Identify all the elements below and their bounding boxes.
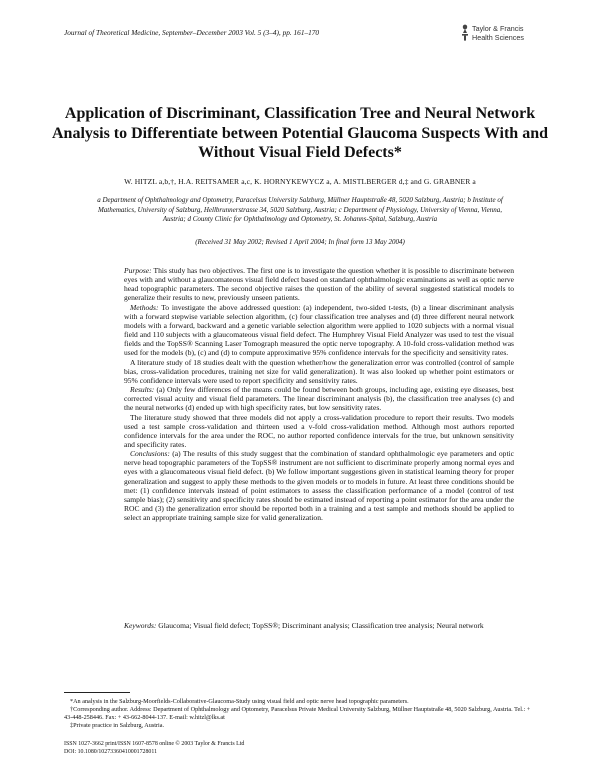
- issn-block: [64, 740, 464, 756]
- purpose-label: Purpose:: [124, 266, 152, 275]
- abstract-purpose: [124, 266, 514, 303]
- methods-text: To investigate the above addressed question: (a) independent, two-sided t-tests, (b) a linear discriminant analysis with a forward stepwise variable selection algorithm, (c) four classification tree analyses and (d) three different neural network models with a forward, backward and a genetic variable selection algorithm were applied to 1020 subjects with a normal visual field and 110 subjects with a glaucomateous visual field defect. The Humphrey Visual Field Analyzer was used to test the visual fields and the TopSS® Scanning Laser Tomograph measured the optic nerve topography. A 10-fold cross-validation method was used for the models (b), (c) and (d) to compute approximative 95% confidence intervals for the specificity and sensitivity rates.: [124, 302, 514, 358]
- issn-line: ISSN 1027-3662 print/ISSN 1607-8578 online © 2003 Taylor & Francis Ltd: [64, 741, 245, 747]
- footnote-star: *An analysis in the Salzburg-Moorfields-Collaborative-Glaucoma-Study using visual field and optic nerve head topographic parameters.: [70, 698, 409, 705]
- keywords-label: Keywords:: [124, 621, 157, 630]
- abstract-literature-results: The literature study showed that three models did not apply a cross-validation procedure to report their results. Two models used a test sample cross-validation and thirteen used a v-fold cross-validation method. Although most authors reported confidence intervals for the area under the ROC, no author reported confidence intervals for the true, but unknown sensitivity and specificity rates.: [124, 412, 514, 449]
- article-title: Application of Discriminant, Classification Tree and Neural Network Analysis to Differentiate between Potential Glaucoma Suspects With and Without Visual Field Defects*: [52, 105, 548, 161]
- results-label: Results:: [130, 385, 155, 395]
- journal-header: Journal of Theoretical Medicine, September–December 2003 Vol. 5 (3–4), pp. 161–170: [64, 28, 320, 37]
- abstract-results: [124, 385, 514, 412]
- publisher-name: Taylor & Francis: [472, 24, 524, 33]
- footnote-divider: [64, 692, 130, 693]
- affiliations: a Department of Ophthalmology and Optometry, Paracelsus University Salzburg, Müllner Hauptstraße 48, 5020 Salzburg, Austria; b Institute of Mathematics, University of Salzburg, Hellbrunnerstrasse 34, 5020 Salzburg, Austria; c Department of Physiology, University of Vienna, Vienna, Austria; d County Clinic for Ophthalmology and Optometry, St. Johanns-Spital, Salzburg, Austria: [97, 196, 503, 224]
- author-list: W. HITZL a,b,†, H.A. REITSAMER a,c, K. HORNYKEWYCZ a, A. MISTLBERGER d,‡ and G. GRABNER a: [124, 177, 476, 186]
- publisher-division: Health Sciences: [472, 33, 524, 42]
- results-text: (a) Only few differences of the means could be found between both groups, including age, existing eye diseases, best corrected visual acuity and visual field parameters. The linear discriminant analysis (b), the classification tree analyses (c) and the neural networks (d) ended up with high specificity rates, but low sensitivity rates.: [124, 385, 514, 413]
- abstract-conclusions: [124, 449, 514, 522]
- abstract-methods: [124, 303, 514, 358]
- purpose-text: This study has two objectives. The first one is to investigate the question whether it is possible to discriminate between eyes with and without a glaucomateous visual field defect based on standard ophthalmologic examinations as well as optic nerve head topographic parameters. The second objective raises the question of the ability of several suggested statistical models to generalize their results to new, previously unseen patients.: [124, 266, 514, 303]
- received-dates: (Received 31 May 2002; Revised 1 April 2004; In final form 13 May 2004): [195, 238, 405, 246]
- abstract-literature: A literature study of 18 studies dealt with the question whether/how the generalization error was controlled (control of sample bias, cross-validation procedures, training net size for valid generalization). It was also looked up whether point estimators or 95% confidence intervals were used to report specificity and sensitivity rates.: [124, 357, 514, 385]
- abstract: [124, 266, 514, 522]
- doi-line: DOI: 10.1080/10273360410001728011: [64, 749, 158, 755]
- footnote-corresponding: †Corresponding author. Address: Department of Ophthalmology and Optometry, Paracelsus Private Medical University Salzburg, Müllner Hauptstraße 48, 5020 Salzburg, Austria. Tel.: + 43-448-258446. Fax: + 43-662-8044-137. E-mail: w.hitzl@lks.at: [64, 706, 531, 721]
- taylor-francis-logo-icon: [460, 24, 470, 42]
- footnotes: [64, 698, 538, 730]
- conclusions-label: Conclusions:: [130, 449, 170, 459]
- publisher-brand: [460, 22, 580, 52]
- keywords-text: Glaucoma; Visual field defect; TopSS®; Discriminant analysis; Classification tree analysis; Neural network: [156, 621, 484, 630]
- keywords: [124, 621, 514, 631]
- footnote-private: ‡Private practice in Salzburg, Austria.: [70, 722, 165, 729]
- conclusions-text: (a) The results of this study suggest that the combination of standard ophthalmologic eye parameters and optic nerve head topographic parameters of the TopSS® instrument are not sufficient to discriminate properly among normal eyes and eyes with a glaucomateous visual field defect. (b) We follow important suggestions given in statistical learning theory for proper generalization and suggest to apply these methods to the given models or to models in future. At least three conditions should be met: (1) confidence intervals instead of point estimators to assess the classification performance of a model (control of test sample bias); (2) sensitivity and specificity rates should be estimated instead of reporting a point estimator for the area under the ROC and (3) the generalization error should be reported both in a training and a test sample and methods should be applied to select an appropriate training sample size for valid generalization.: [124, 449, 514, 523]
- methods-label: Methods:: [130, 302, 159, 312]
